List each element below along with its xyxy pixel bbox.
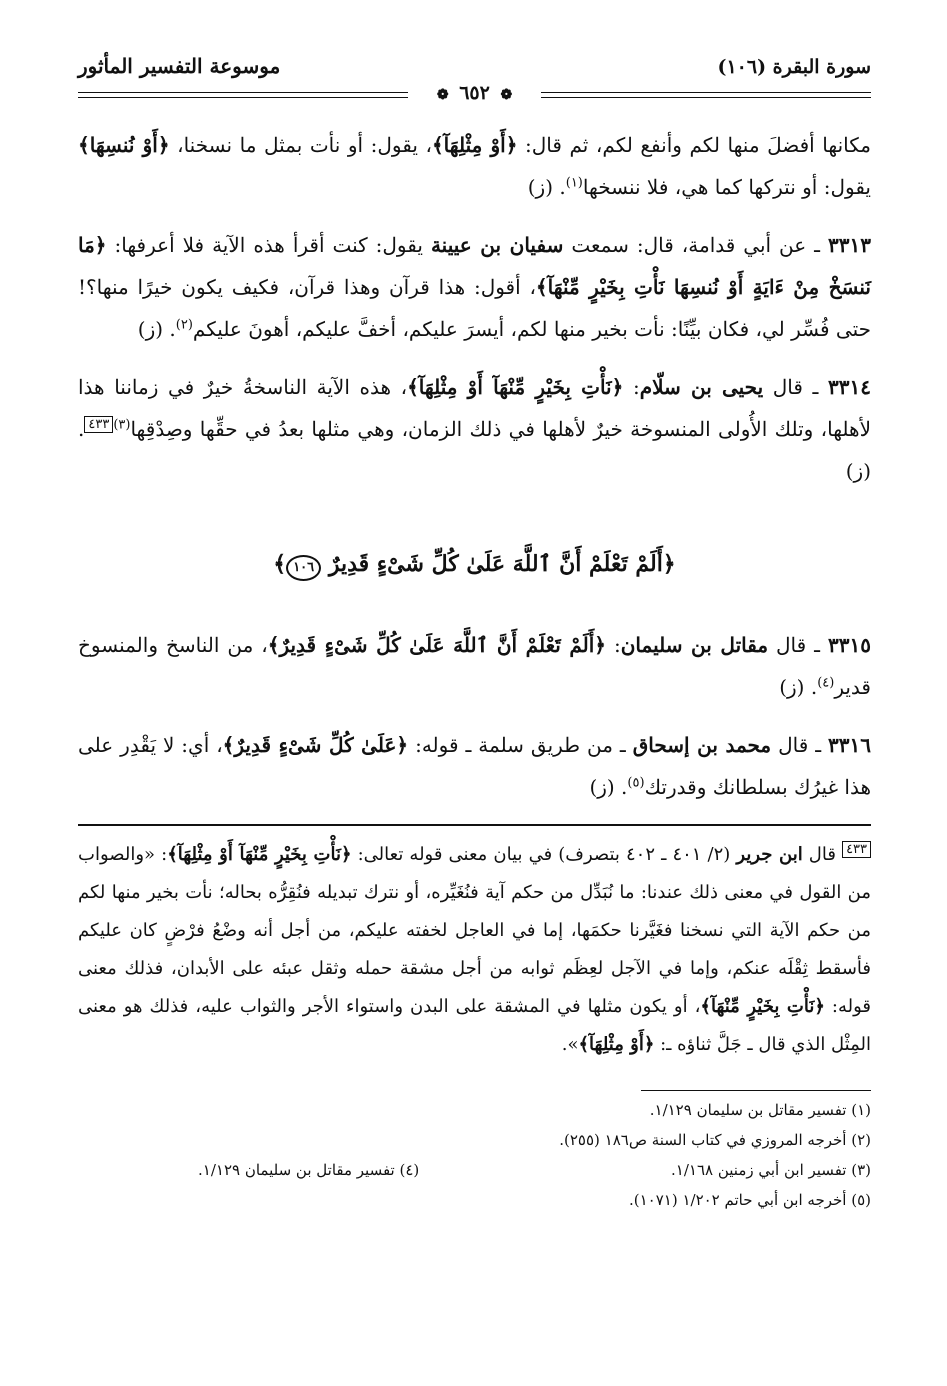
quran-quote: ﴿أَلَمْ تَعْلَمْ أَنَّ ٱللَّهَ عَلَىٰ كُلِّ شَىْءٍ قَدِيرٌ﴾ xyxy=(267,633,607,657)
footnote-marker[interactable]: (٥) xyxy=(627,775,645,791)
footnote-marker[interactable]: (٤) xyxy=(817,675,835,691)
scholar-name: ابن جرير xyxy=(736,844,803,865)
ornament-icon: ❁ xyxy=(500,87,513,103)
commentary-ref-box[interactable]: ٤٣٣ xyxy=(84,416,113,433)
narrator-name: مقاتل بن سليمان xyxy=(620,633,769,657)
quran-quote: ﴿أَوْ مِثْلِهَآ﴾ xyxy=(431,133,518,157)
narration-number: ٣٣١٣ xyxy=(828,233,871,257)
narration-3313 xyxy=(78,224,871,350)
text-run: : xyxy=(606,633,621,657)
commentary-separator xyxy=(78,824,871,826)
text-run: . (ز) xyxy=(78,417,871,483)
quran-quote: ﴿أَوْ مِثْلِهَآ﴾ xyxy=(578,1034,655,1055)
narrator-name: سفيان بن عيينة xyxy=(430,233,564,257)
text-run: ـ قال xyxy=(763,375,829,399)
quran-quote: ﴿نَأْتِ بِخَيْرٍ مِّنْهَآ﴾ xyxy=(700,996,825,1017)
page-header xyxy=(78,52,871,102)
footnote-rule xyxy=(641,1090,871,1091)
quran-quote: ﴿نَأْتِ بِخَيْرٍ مِّنْهَآ أَوْ مِثْلِهَآ﴾ xyxy=(407,375,624,399)
footnote-marker[interactable]: (٢) xyxy=(175,317,193,333)
footnotes xyxy=(78,1095,871,1215)
narration-number: ٣٣١٦ xyxy=(828,733,872,757)
commentary-ref-box[interactable]: ٤٣٣ xyxy=(842,841,871,858)
paragraph-continuation xyxy=(78,124,871,208)
text-run: ، أقول: هذا قرآن وهذا قرآن، فكيف يكون خيرًا منها؟! حتى فُسِّر لي، فكان بيِّنًا: نأت بخير منها لكم، أيسرَ عليكم، أخفَّ عليكم، أهونَ عليكم xyxy=(78,275,871,341)
narration-3314 xyxy=(78,366,871,492)
footnote-2: (٢) أخرجه المروزي في كتاب السنة ص١٨٦ (٢٥٥). xyxy=(559,1131,871,1149)
footnote-marker[interactable]: (٣) xyxy=(113,417,131,433)
text-run: يقول: أو نتركها كما هي، فلا ننسخها xyxy=(582,175,871,199)
narration-3316 xyxy=(78,724,871,808)
narration-number: ٣٣١٥ xyxy=(828,633,871,657)
narrator-name: يحيى بن سلّام xyxy=(639,375,764,399)
quran-quote: ﴿أَوْ نُنسِهَا﴾ xyxy=(78,133,170,157)
text-run: ، أو يكون مثلها في المشقة على البدن واستواء الأجر والثواب عليه، فذلك هو معنى المِثْل الذي قال ـ جَلَّ ثناؤه ـ: xyxy=(78,996,871,1055)
quran-quote: ﴿نَأْتِ بِخَيْرٍ مِّنْهَآ أَوْ مِثْلِهَآ﴾ xyxy=(167,844,352,865)
page-number: ٦٥٢ xyxy=(459,82,490,104)
footnote-5: (٥) أخرجه ابن أبي حاتم ١/٢٠٢ (١٠٧١). xyxy=(628,1191,871,1209)
text-run: مكانها أفضلَ منها لكم وأنفع لكم، ثم قال: xyxy=(517,133,872,157)
text-run: ، هذه الآية الناسخةُ خيرٌ في زماننا هذا لأهلها، وتلك الأُولى المنسوخة خيرٌ لأهلها في ذلك الزمان، وهي مثلها بعدُ في حقِّها وصِدْقِها xyxy=(78,375,871,441)
footnote-3: (٣) تفسير ابن أبي زمنين ١/١٦٨. xyxy=(671,1161,871,1179)
header-rule-left xyxy=(78,92,408,98)
ayah-number-icon: ١٠٦ xyxy=(286,555,321,581)
text-run: ـ قال xyxy=(771,733,829,757)
text-run: يقول: كنت أقرأ هذه الآية فلا أعرفها: xyxy=(106,233,431,257)
surah-title: سورة البقرة (١٠٦) xyxy=(717,56,871,78)
text-run: ، أي: لا يَقْدِر على هذا غيرُك بسلطانك وقدرتك xyxy=(78,733,871,799)
footnote-marker[interactable]: (١) xyxy=(565,175,583,191)
text-run: ـ عن أبي قدامة، قال: سمعت xyxy=(563,233,829,257)
verse-text: ﴿أَلَمْ تَعْلَمْ أَنَّ ٱللَّهَ عَلَىٰ كُلِّ شَىْءٍ قَدِيرٌ xyxy=(328,551,676,577)
verse-heading xyxy=(78,544,871,584)
book-title: موسوعة التفسير المأثور xyxy=(78,54,281,78)
quran-quote: ﴿مَا نَنسَخْ مِنْ ءَايَةٍ أَوْ نُنسِهَا نَأْتِ بِخَيْرٍ مِّنْهَآ﴾ xyxy=(78,233,871,299)
text-run: ». xyxy=(561,1034,579,1055)
page xyxy=(78,52,871,1342)
page-number-block xyxy=(425,82,524,104)
verse-close-bracket: ﴾ xyxy=(273,551,287,577)
text-run: : «والصواب من القول في معنى ذلك عندنا: ما نُبَدِّل من حكم آية فنُغَيِّره، أو نترك تبديله فنُقِرُّه بحاله؛ نأت بخير منها لكم من حكم الآية التي نسخنا فغَيَّرنا حكمَها، إما في العاجل لخفته عليكم، من أجل أنه وضْعُ فرْضٍ كان عليكم فأسقط ثِقْلَه عنكم، وإما في الآجل لعِظَم ثوابه من أجل مشقة حمله وثقل عبئه على الأبدان، فذلك معنى قوله: xyxy=(78,844,871,1017)
text-run: . (ز) xyxy=(527,175,566,199)
text-run: . (ز) xyxy=(137,317,176,341)
text-run: . (ز) xyxy=(779,675,818,699)
header-rule-right xyxy=(541,92,871,98)
text-run: ، من الناسخ والمنسوخ قدير xyxy=(78,633,871,699)
text-run: ـ من طريق سلمة ـ قوله: xyxy=(408,733,633,757)
narration-3315 xyxy=(78,624,871,708)
text-run: ـ قال xyxy=(768,633,828,657)
footnote-row xyxy=(78,1155,871,1185)
text-run: (٢/ ٤٠١ ـ ٤٠٢ بتصرف) في بيان معنى قوله تعالى: xyxy=(351,844,737,865)
narrator-name: محمد بن إسحاق xyxy=(632,733,772,757)
quran-quote: ﴿عَلَىٰ كُلِّ شَىْءٍ قَدِيرٌ﴾ xyxy=(222,733,409,757)
commentary-note xyxy=(78,836,871,1064)
footnote-1: (١) تفسير مقاتل بن سليمان ١/١٢٩. xyxy=(649,1101,871,1119)
main-text xyxy=(78,124,871,1215)
footnote-4: (٤) تفسير مقاتل بن سليمان ١/١٢٩. xyxy=(198,1161,420,1179)
text-run: قال xyxy=(802,844,843,865)
text-run: ، يقول: أو نأت بمثل ما نسخنا، xyxy=(169,133,432,157)
narration-number: ٣٣١٤ xyxy=(828,375,871,399)
text-run: : xyxy=(623,375,640,399)
text-run: . (ز) xyxy=(589,775,628,799)
ornament-icon: ❁ xyxy=(436,87,449,103)
